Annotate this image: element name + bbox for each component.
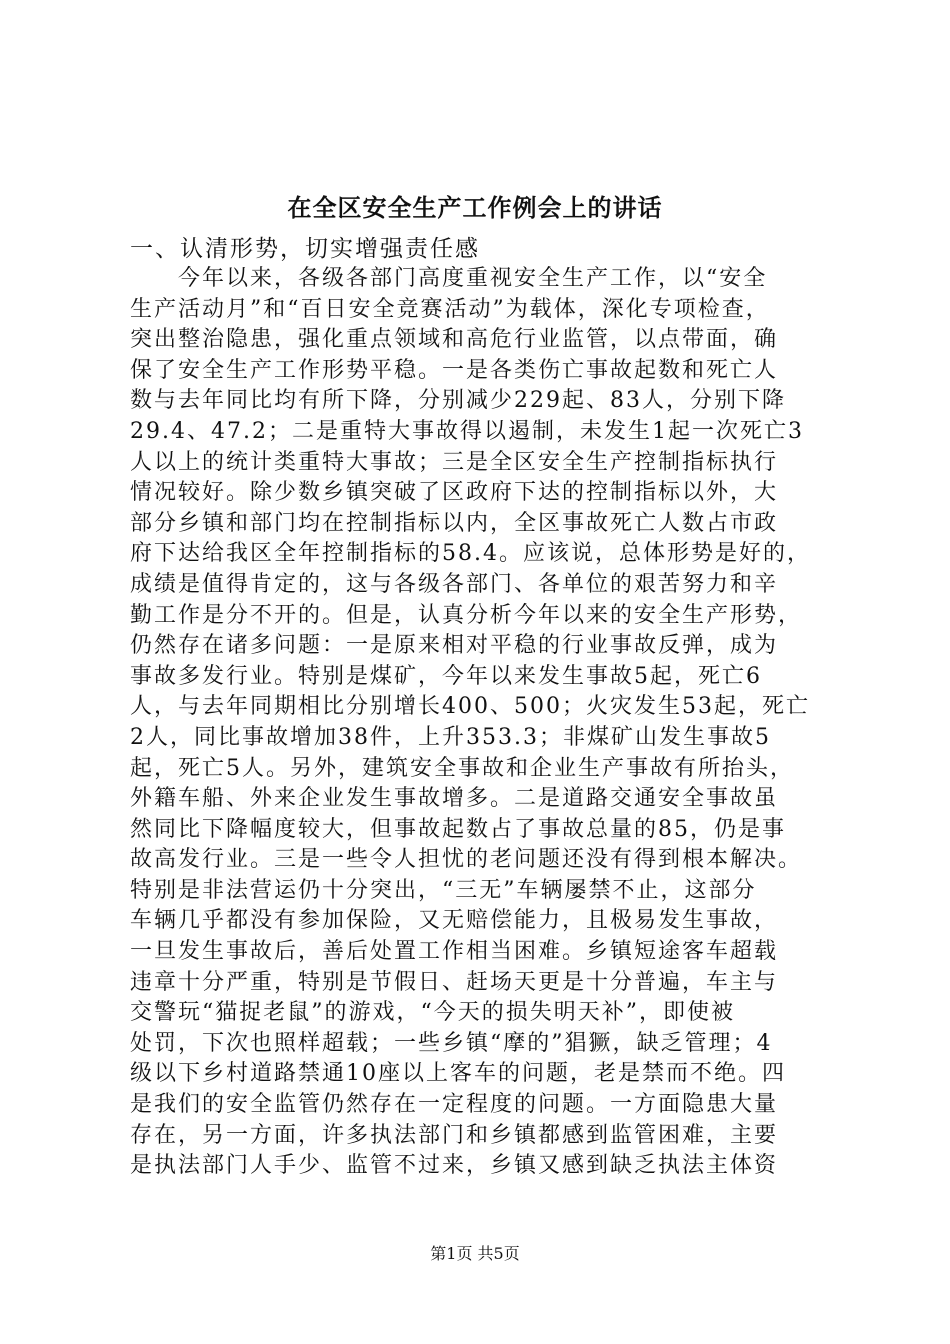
- body-line: 级以下乡村道路禁通10座以上客车的问题，老是禁而不绝。四: [130, 1061, 786, 1087]
- body-line: 数与去年同比均有所下降，分别减少229起、83人，分别下降: [130, 388, 786, 414]
- body-line: 然同比下降幅度较大，但事故起数占了事故总量的85，仍是事: [130, 816, 786, 842]
- body-line: 今年以来，各级各部门高度重视安全生产工作，以“安全: [130, 266, 768, 291]
- body-line: 2人，同比事故增加38件，上升353.3；非煤矿山发生事故5: [130, 724, 771, 750]
- body-line: 成绩是值得肯定的，这与各级各部门、各单位的艰苦努力和辛: [130, 571, 779, 597]
- body-line: 保了安全生产工作形势平稳。一是各类伤亡事故起数和死亡人: [130, 357, 779, 383]
- body-line: 是执法部门人手少、监管不过来，乡镇又感到缺乏执法主体资: [130, 1153, 779, 1179]
- page-title: 在全区安全生产工作例会上的讲话: [287, 193, 663, 222]
- page-footer: 第1页 共5页: [430, 1244, 520, 1263]
- body-line: 车辆几乎都没有参加保险，又无赔偿能力，且极易发生事故，: [130, 908, 779, 934]
- body-line: 人，与去年同期相比分别增长400、500；火灾发生53起，死亡: [130, 694, 810, 720]
- body-line: 人以上的统计类重特大事故；三是全区安全生产控制指标执行: [130, 449, 779, 475]
- body-line: 处罚，下次也照样超载；一些乡镇“摩的”猖獗，缺乏管理；4: [130, 1030, 773, 1056]
- body-text: [130, 264, 830, 1182]
- body-line: 部分乡镇和部门均在控制指标以内，全区事故死亡人数占市政: [130, 510, 779, 536]
- body-line: 情况较好。除少数乡镇突破了区政府下达的控制指标以外，大: [130, 480, 779, 506]
- body-line: 起，死亡5人。另外，建筑安全事故和企业生产事故有所抬头，: [130, 755, 794, 781]
- body-line: 勤工作是分不开的。但是，认真分析今年以来的安全生产形势，: [130, 602, 803, 628]
- body-line: 突出整治隐患，强化重点领域和高危行业监管，以点带面，确: [130, 327, 779, 353]
- body-line: 生产活动月”和“百日安全竞赛活动”为载体，深化专项检查，: [130, 296, 770, 322]
- section-heading: 一、认清形势，切实增强责任感: [130, 236, 480, 262]
- body-line: 故高发行业。三是一些令人担忧的老问题还没有得到根本解决。: [130, 847, 803, 873]
- body-line: 府下达给我区全年控制指标的58.4。应该说，总体形势是好的，: [130, 541, 811, 567]
- body-line: 存在，另一方面，许多执法部门和乡镇都感到监管困难，主要: [130, 1122, 779, 1148]
- body-line: 29.4、47.2；二是重特大事故得以遏制，未发生1起一次死亡3: [130, 418, 804, 444]
- body-line: 交警玩“猫捉老鼠”的游戏，“今天的损失明天补”，即使被: [130, 1000, 735, 1026]
- body-line: 事故多发行业。特别是煤矿，今年以来发生事故5起，死亡6: [130, 663, 762, 689]
- body-line: 违章十分严重，特别是节假日、赶场天更是十分普遍，车主与: [130, 969, 779, 995]
- body-line: 外籍车船、外来企业发生事故增多。二是道路交通安全事故虽: [130, 786, 779, 812]
- body-line: 是我们的安全监管仍然存在一定程度的问题。一方面隐患大量: [130, 1092, 779, 1118]
- body-line: 仍然存在诸多问题：一是原来相对平稳的行业事故反弹，成为: [130, 633, 779, 659]
- body-line: 特别是非法营运仍十分突出，“三无”车辆屡禁不止，这部分: [130, 877, 757, 903]
- body-line: 一旦发生事故后，善后处置工作相当困难。乡镇短途客车超载: [130, 939, 779, 965]
